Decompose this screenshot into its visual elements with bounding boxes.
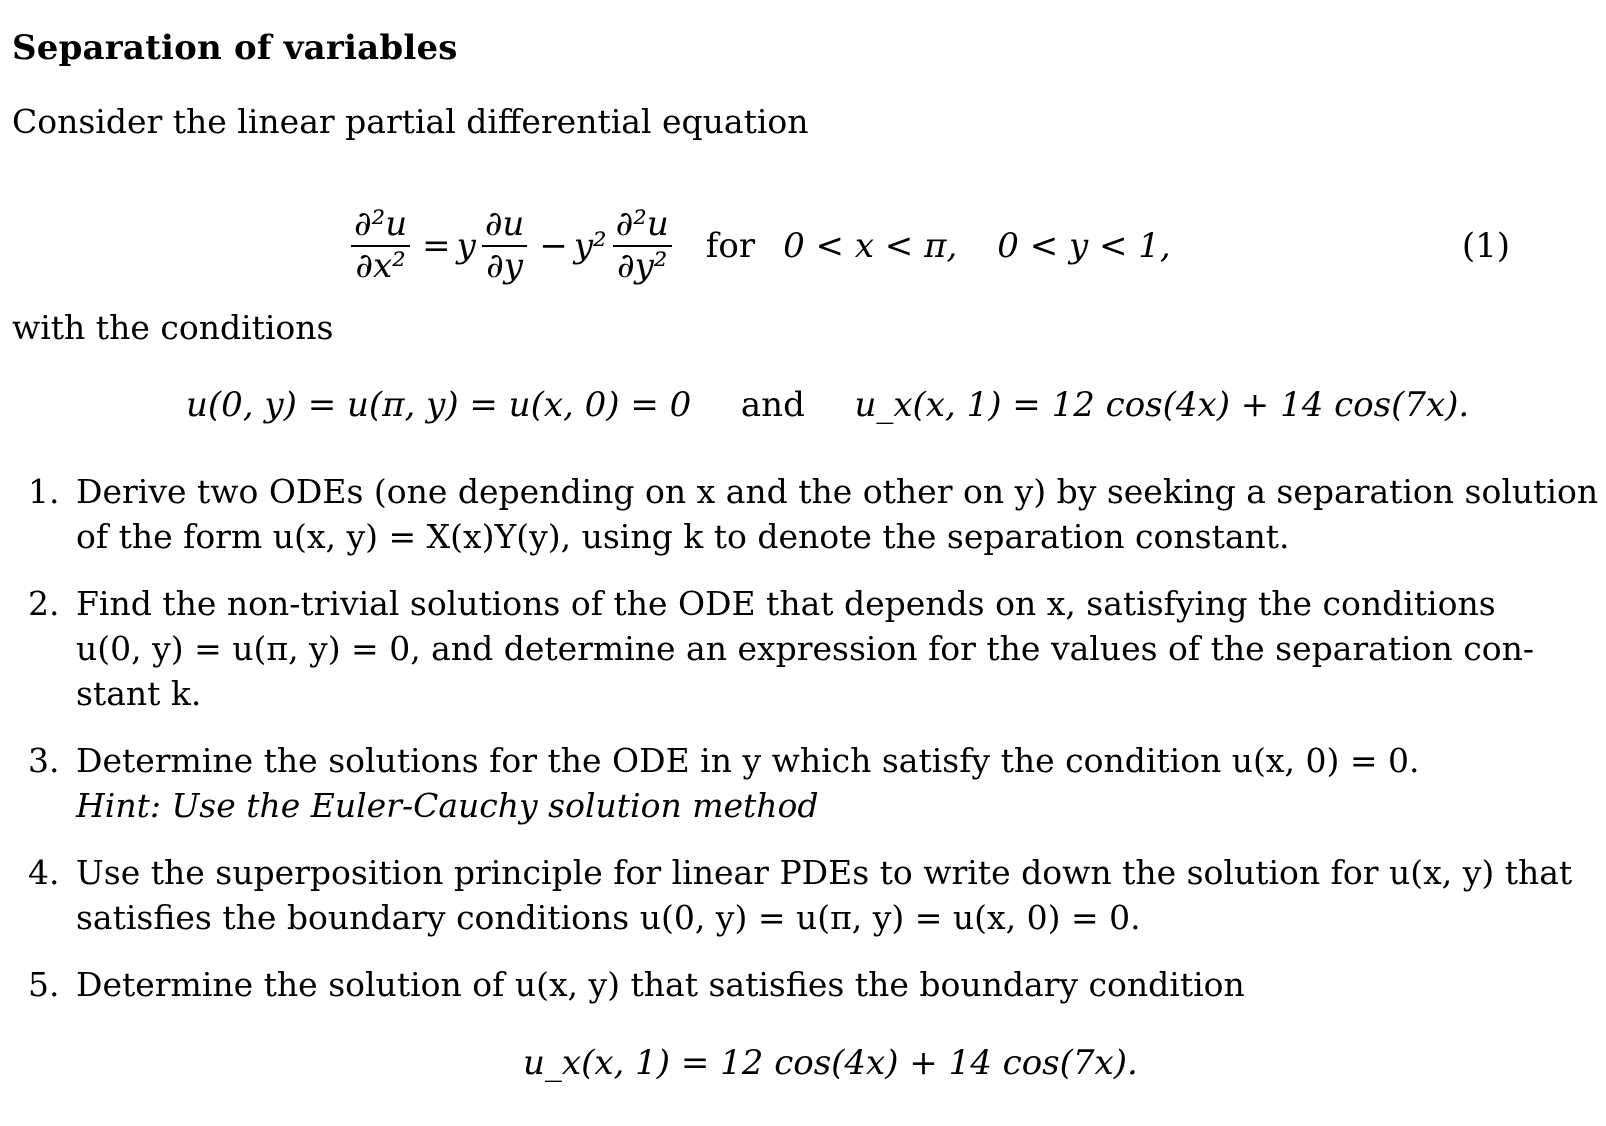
coefficient-y-squared: y² [573,226,607,266]
item-line: of the form u(x, y) = X(x)Y(y), using k to denote the separation constant. [76,517,1290,556]
intro-paragraph: Consider the linear partial differential equation [12,102,809,141]
item-line: Derive two ODEs (one depending on x and the other on y) by seeking a separation solution [76,472,1599,511]
item-line: Hint: Use the Euler-Cauchy solution method [76,786,819,825]
boundary-conditions [186,385,1469,425]
lhs-numerator: ∂²u [354,204,408,245]
section-title: Separation of variables [12,28,458,68]
item-line: Use the superposition principle for linear PDEs to write down the solution for u(x, y) that [76,853,1573,892]
item-number: 3. [28,741,60,780]
item-number: 5. [28,965,60,1004]
homogeneous-conditions: u(0, y) = u(π, y) = u(x, 0) = 0 [186,385,692,425]
final-boundary-condition: u_x(x, 1) = 12 cos(4x) + 14 cos(7x). [523,1043,1138,1083]
item-line: u(0, y) = u(π, y) = 0, and determine an expression for the values of the separation con- [76,629,1535,668]
equation-number: (1) [1461,226,1510,266]
item-number: 2. [28,584,60,623]
neumann-condition: u_x(x, 1) = 12 cos(4x) + 14 cos(7x). [854,385,1470,425]
coefficient-y: y [456,226,476,266]
lhs-fraction [351,204,410,286]
equals-sign: = [422,226,451,266]
first-derivative-fraction [482,204,527,286]
second-derivative-fraction [613,204,672,286]
second-derivative-denominator: ∂y² [617,246,668,286]
second-derivative-numerator: ∂²u [615,204,669,245]
item-line: Find the non-trivial solutions of the ODE that depends on x, satisfying the conditions [76,584,1496,623]
item-number: 4. [28,853,60,892]
item-line: Determine the solution of u(x, y) that satisfies the boundary condition [76,965,1245,1004]
for-word: for [705,226,756,266]
item-number: 1. [28,472,60,511]
first-derivative-denominator: ∂y [486,246,523,286]
item-line: Determine the solutions for the ODE in y which satisfy the condition u(x, 0) = 0. [76,741,1420,780]
conditions-intro: with the conditions [12,308,334,347]
y-domain: 0 < y < 1, [997,226,1171,266]
lhs-denominator: ∂x² [355,246,406,286]
and-word: and [740,385,805,425]
pde-equation [345,196,1171,296]
item-line: stant k. [76,674,202,713]
x-domain: 0 < x < π, [783,226,958,266]
item-line: satisfies the boundary conditions u(0, y) = u(π, y) = u(x, 0) = 0. [76,898,1141,937]
first-derivative-numerator: ∂u [484,204,525,245]
minus-sign: − [539,226,568,266]
